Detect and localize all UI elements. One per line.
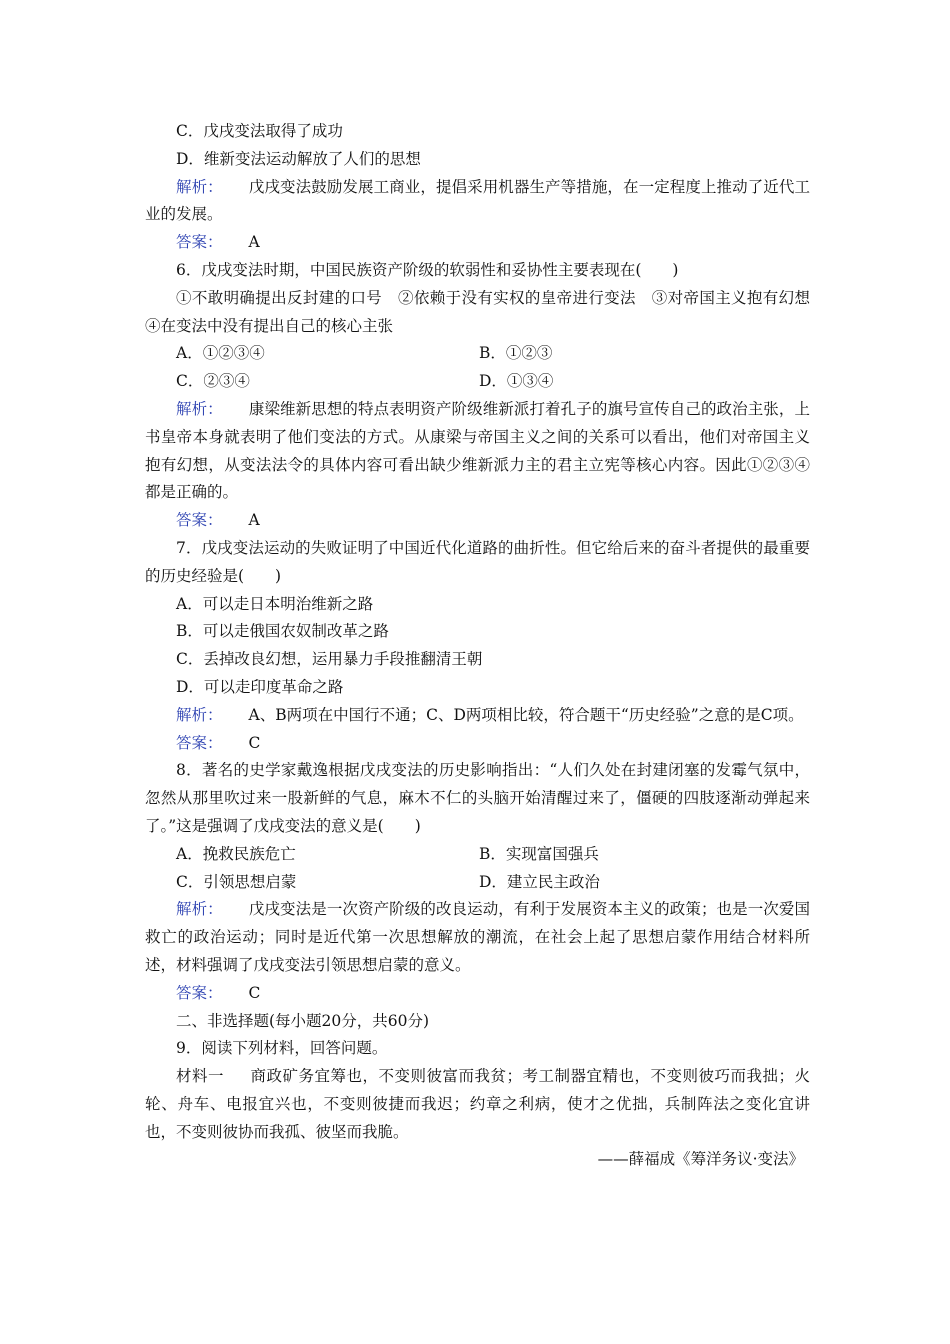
q5-analysis bbox=[145, 174, 810, 230]
q8-answer bbox=[145, 980, 810, 1008]
q7-stem: 7．戊戌变法运动的失败证明了中国近代化道路的曲折性。但它给后来的奋斗者提供的最重要的历史经验是( ) bbox=[145, 538, 810, 585]
analysis-text: 戊戌变法是一次资产阶级的改良运动，有利于发展资本主义的政策；也是一次爱国救亡的政治运动；同时是近代第一次思想解放的潮流，在社会上起了思想启蒙作用结合材料所述，材料强调了戊戌变法引领思想启蒙的意义。 bbox=[145, 900, 810, 974]
q8-option-d: D．建立民主政治 bbox=[479, 872, 600, 891]
q6-items: ①不敢明确提出反封建的口号 ②依赖于没有实权的皇帝进行变法 ③对帝国主义抱有幻想 ④在变法中没有提出自己的核心主张 bbox=[145, 288, 826, 335]
answer-label: 答案： bbox=[176, 511, 223, 530]
analysis-text: 康梁维新思想的特点表明资产阶级维新派打着孔子的旗号宣传自己的政治主张，上书皇帝本身就表明了他们变法的方式。从康梁与帝国主义之间的关系可以看出，他们对帝国主义抱有幻想，从变法法令的具体内容可看出缺少维新派力主的君主立宪等核心内容。因此①②③④都是正确的。 bbox=[145, 399, 810, 502]
q5-answer bbox=[145, 229, 810, 257]
q6-option-d: D．①③④ bbox=[479, 372, 554, 391]
q8-option-a: A．挽救民族危亡 bbox=[176, 844, 296, 863]
analysis-label: 解析： bbox=[176, 177, 223, 196]
answer-value: C bbox=[248, 733, 261, 752]
q9-stem: 9．阅读下列材料，回答问题。 bbox=[176, 1039, 388, 1058]
section-heading: 二、非选择题(每小题20分，共60分) bbox=[176, 1011, 430, 1030]
analysis-text: A、B两项在中国行不通；C、D两项相比较，符合题干“历史经验”之意的是C项。 bbox=[248, 705, 804, 724]
analysis-label: 解析： bbox=[176, 399, 223, 418]
answer-label: 答案： bbox=[176, 733, 223, 752]
q8-option-c: C．引领思想启蒙 bbox=[176, 872, 297, 891]
q8-analysis bbox=[145, 896, 810, 979]
material-text: 商政矿务宜筹也，不变则彼富而我贫；考工制器宜精也，不变则彼巧而我拙；火轮、舟车、电报宜兴也，不变则彼捷而我迟；约章之利病，使才之优拙，兵制阵法之变化宜讲也，不变则彼协而我孤、彼坚而我脆。 bbox=[145, 1067, 810, 1141]
answer-value: A bbox=[248, 511, 260, 530]
q6-stem: 6．戊戌变法时期，中国民族资产阶级的软弱性和妥协性主要表现在( ) bbox=[176, 260, 679, 279]
q8-option-b: B．实现富国强兵 bbox=[479, 844, 599, 863]
q6-option-c: C．②③④ bbox=[176, 372, 250, 391]
q6-options-row-2 bbox=[145, 368, 810, 396]
material-source: ——薛福成《筹洋务议·变法》 bbox=[597, 1150, 804, 1169]
q7-option-a: A．可以走日本明治维新之路 bbox=[176, 594, 374, 613]
q9-material-1 bbox=[145, 1063, 810, 1146]
q6-option-b: B．①②③ bbox=[479, 344, 553, 363]
q5-option-c: C．戊戌变法取得了成功 bbox=[176, 122, 343, 140]
q7-option-c: C．丢掉改良幻想，运用暴力手段推翻清王朝 bbox=[176, 650, 483, 669]
analysis-label: 解析： bbox=[176, 705, 223, 724]
document-content bbox=[145, 118, 826, 1174]
q8-options-row-2 bbox=[145, 869, 810, 897]
material-label: 材料一 bbox=[176, 1067, 224, 1086]
answer-label: 答案： bbox=[176, 983, 223, 1002]
q8-options-row-1 bbox=[145, 841, 810, 869]
q7-option-d: D．可以走印度革命之路 bbox=[176, 677, 344, 696]
q6-answer bbox=[145, 507, 810, 535]
q7-answer bbox=[145, 730, 810, 758]
q8-stem: 8．著名的史学家戴逸根据戊戌变法的历史影响指出：“人们久处在封建闭塞的发霉气氛中，忽然从那里吹过来一股新鲜的气息，麻木不仁的头脑开始清醒过来了，僵硬的四肢逐渐动弹起来了。”这是强调了戊戌变法的意义是( ) bbox=[145, 761, 810, 835]
q5-option-d: D．维新变法运动解放了人们的思想 bbox=[176, 149, 421, 168]
answer-value: C bbox=[248, 983, 261, 1002]
q7-analysis bbox=[145, 702, 810, 730]
analysis-text: 戊戌变法鼓励发展工商业，提倡采用机器生产等措施，在一定程度上推动了近代工业的发展。 bbox=[145, 177, 810, 224]
answer-value: A bbox=[248, 233, 260, 252]
analysis-label: 解析： bbox=[176, 900, 223, 919]
q6-options-row-1 bbox=[145, 340, 810, 368]
answer-label: 答案： bbox=[176, 233, 223, 252]
q6-analysis bbox=[145, 396, 810, 507]
q6-option-a: A．①②③④ bbox=[176, 344, 265, 363]
q7-option-b: B．可以走俄国农奴制改革之路 bbox=[176, 622, 389, 641]
